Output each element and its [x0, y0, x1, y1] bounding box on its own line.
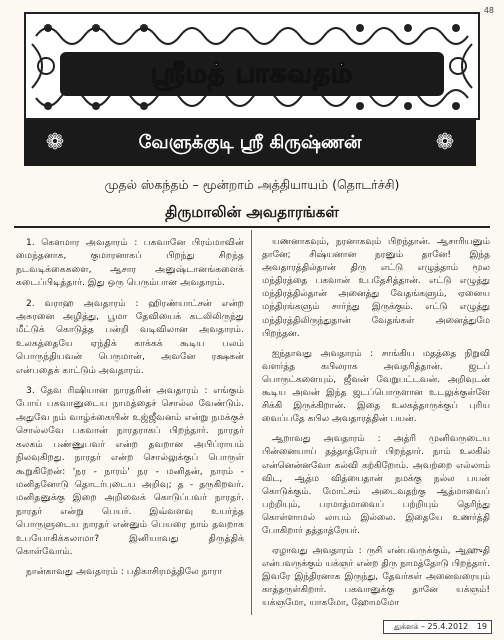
footer-magazine-date: துக்ளக் – 25.4.2012: [394, 622, 469, 631]
paragraph: 3. தேவ ரிஷியான நாரதரின் அவதாரம் : எங்கும் போய் பகவானுடைய நாமத்தைச் சொல்ல வேண்டும். அதுவே நம் வாழ்க்கையின் உஜ்ஜீவனம் என்று நமக்குச் சொல்லவே பகவான் நாரதராகப் பிறந்தார். நாரதர் கலகம் பண்ணுபவர் என்ற தவறான அபிப்ராயம் நிலவுகிறது. நாரதர் என்ற சொல்லுக்குப் பொருள் கூறுகிறேன்: 'நர - நாரம்' நர - மனிதன், நாரம் - மனிதனோடு தொடர்புடைய அறிவு; த - தருகிறவர். மனிதனுக்கு இறை அறிவைக் கொடுப்பவர் நாரதர். நாரதர் என்று பெயர். இவ்வளவு உயர்ந்த பொருளுடைய நாரதர் என்னும் பெயரை நாம் தவறாக உபயோகிக்கலாமா? இனியாவது திருத்திக் கொள்வோம்.: [16, 385, 244, 557]
chapter-subtitle: முதல் ஸ்கந்தம் – மூன்றாம் அத்தியாயம் (தொடர்ச்சி): [104, 177, 400, 192]
author-banner: [24, 120, 476, 166]
page-number: 48: [483, 6, 494, 15]
left-flower-icon: ❁: [45, 130, 65, 155]
section-heading: திருமாலின் அவதாரங்கள்: [165, 203, 339, 221]
right-flower-icon: ❁: [435, 130, 455, 155]
paragraph: 2. வராஹ அவதாரம் : ஹிரண்யாட்சன் என்ற அசுரனை அழித்து, பூமா தேவியைக் கடலிலிருந்து மீட்டுக் கொடுத்த பன்றி வடிவிலான அவதாரம். உலகத்தையே ஏந்திக் காக்கக் கூடிய பலம் பொருந்தியவன் பெருமான், அவனே ரக்ஷகன் என்பதைக் காட்டும் அவதாரம்.: [16, 297, 244, 376]
page-footer: [383, 620, 492, 634]
heading-rule: [14, 226, 490, 228]
paragraph: ஏழாவது அவதாரம் : ருசி என்பவருக்கும், ஆஹுதி என்பவருக்கும் யக்ஞர் என்ற திரு நாமத்தோடு பிறந்தார். இவரே இந்திரனாக இருந்து, தேவர்கள் அனைவரையும் காத்தருள்கிறார். பகவானுக்கு தானே யக்ஞம்! யக்ஞமோ, யாகமோ, ஹோமமோ: [262, 546, 490, 609]
footer-page-number: 19: [476, 622, 487, 631]
title-banner: [24, 12, 480, 120]
left-column: [16, 236, 244, 621]
paragraph: ஐந்தாவது அவதாரம் : சாங்கிய மதத்தை நிறுவி வளர்த்த கபிலராக அவதரித்தான். ஜடப் பொருட்களையும், ஜீவன் வேறுபட்டவன். அறிவுடன் கூடிய அவன் இந்த ஜடப்பொருளான உடலுக்குள்ளே சிக்கி இருக்கிறான். இதை உலகத்தாருக்குப் புரிய வைப்பதே கபில அவதாரத்தின் பயன்.: [262, 348, 490, 425]
right-column: [262, 236, 490, 621]
paragraph: யணனாகவும், நரனாகவும் பிறந்தான். ஆசாரியனும் தானே; சிஷ்யனான நரனும் தானே! இந்த அவதாரத்தில்தான் திரு எட்டு எழுத்தாம் மூல மந்திரத்தை பகவான் உபதேசித்தான். எட்டு எழுத்து மந்திரத்தில்தான் அனைத்து வேதங்களும், ஏனைய மந்திரங்களும் சார்ந்து இருக்கும். எட்டு எழுத்து மந்திரத்திலிருந்துதான் வேதங்கள் அனைத்துமே பிறந்தன.: [262, 237, 490, 339]
paragraph: 1. கௌமார அவதாரம் : பகவானே பிரம்மாவின் மைந்தனாக, குமாரனாகப் பிறந்து சிறந்த நடவடிக்கைகளை, ஆசார அனுஷ்டானங்களைக் கடைப்பிடித்தார். இது ஒரு பெரும்பான அவதாரம்.: [16, 237, 244, 289]
column-divider: [251, 230, 252, 615]
author-name: வேளுக்குடி ஸ்ரீ கிருஷ்ணன்: [138, 132, 362, 153]
paragraph: ஆறாவது அவதாரம் : அத்ரி முனிவருடைய பின்னையாய் தத்தாத்ரேயர் பிறந்தார். நாம் உலகில் என்னென்னவோ கல்வி கற்கிறோம். அவற்றை எல்லாம் விட, ஆத்ம வித்யைதான் நமக்கு நல்ல பயன் கொடுக்கும். மோட்சம் அடைவதற்கு ஆத்மாவைப் பற்றியும், பரமாத்மாவைப் பற்றியும் தெரிந்து கொள்ளாமல் லாபம் இல்லை. இதையே உணர்த்தி போகிறார் தத்தாத்ரேயர்.: [262, 434, 490, 536]
paragraph: நான்காவது அவதாரம் : பதிகாசிரமத்திலே நாரா: [26, 566, 223, 578]
magazine-series-title: ஸ்ரீமத் பாகவதம்: [150, 59, 354, 89]
